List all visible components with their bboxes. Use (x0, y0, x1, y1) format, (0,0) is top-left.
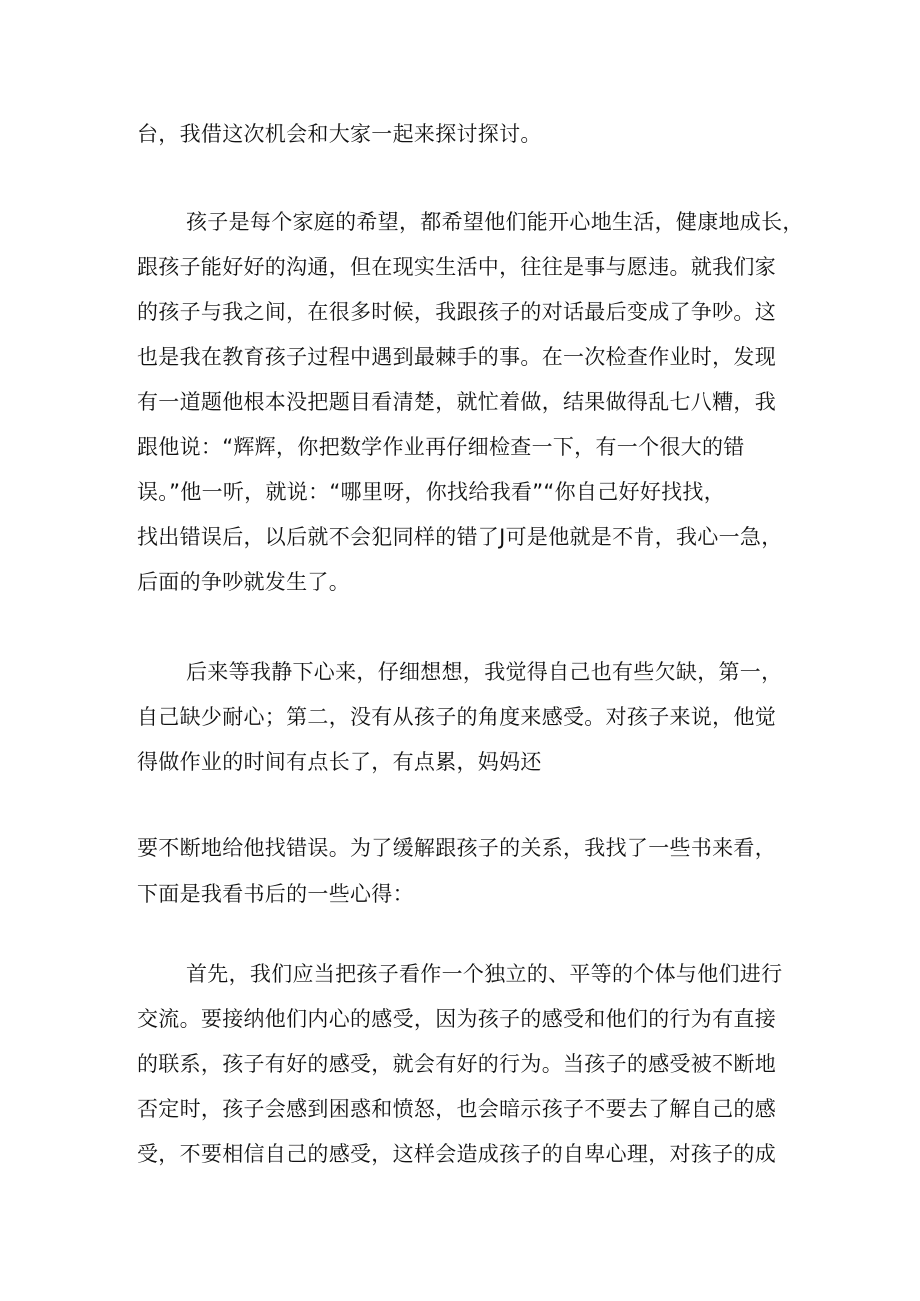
text-line: 跟孩子能好好的沟通，但在现实生活中，往往是事与愿违。就我们家 (137, 255, 776, 279)
text-line: 的联系，孩子有好的感受，就会有好的行为。当孩子的感受被不断地 (137, 1052, 776, 1076)
text-line: 首先，我们应当把孩子看作一个独立的、平等的个体与他们进行 (186, 962, 783, 986)
text-line: 自己缺少耐心；第二，没有从孩子的角度来感受。对孩子来说，他觉 (137, 705, 776, 729)
text-line: 也是我在教育孩子过程中遇到最棘手的事。在一次检查作业时，发现 (137, 345, 776, 369)
text-line: 否定时，孩子会感到困惑和愤怒，也会暗示孩子不要去了解自己的感 (137, 1097, 776, 1121)
text-line: 台，我借这次机会和大家一起来探讨探讨。 (137, 122, 542, 146)
text-line: 孩子是每个家庭的希望，都希望他们能开心地生活，健康地成长， (186, 210, 804, 234)
text-line: 要不断地给他找错误。为了缓解跟孩子的关系，我找了一些书来看， (137, 836, 776, 860)
text-line: 交流。要接纳他们内心的感受，因为孩子的感受和他们的行为有直接 (137, 1007, 776, 1031)
text-line: 后来等我静下心来，仔细想想，我觉得自己也有些欠缺，第一， (186, 660, 783, 684)
text-line: 得做作业的时间有点长了，有点累，妈妈还 (137, 750, 542, 774)
text-line: 后面的争吵就发生了。 (137, 570, 350, 594)
text-line: 找出错误后，以后就不会犯同样的错了J可是他就是不肯，我心一急， (137, 525, 783, 549)
text-line: 下面是我看书后的一些心得： (137, 882, 414, 906)
text-line: 受，不要相信自己的感受，这样会造成孩子的自卑心理，对孩子的成 (137, 1142, 776, 1166)
text-line: 的孩子与我之间，在很多时候，我跟孩子的对话最后变成了争吵。这 (137, 300, 776, 324)
text-line: 跟他说：“辉辉，你把数学作业再仔细检查一下，有一个很大的错 (137, 435, 745, 459)
text-line: 误。”他一听，就说：“哪里呀，你找给我看”“你自己好好找找， (137, 480, 726, 504)
text-line: 有一道题他根本没把题目看清楚，就忙着做，结果做得乱七八糟，我 (137, 390, 776, 414)
